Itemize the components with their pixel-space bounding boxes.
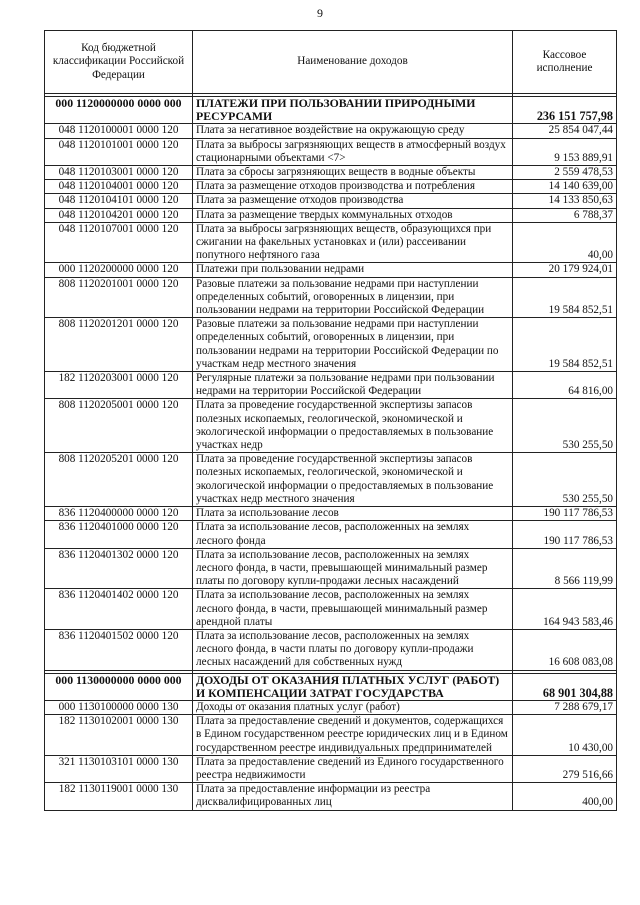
row-amount: 7 288 679,17 [513, 700, 617, 714]
row-name: Плата за использование лесов, расположенных на землях лесного фонда, в части, превышающей минимальный размер платы по договору купли-продажи лесных насаждений [193, 548, 513, 589]
table-row [45, 700, 617, 714]
row-code: 836 1120401302 0000 120 [45, 548, 193, 589]
row-amount: 530 255,50 [513, 453, 617, 507]
table-row [45, 318, 617, 372]
row-code: 048 1120107001 0000 120 [45, 222, 193, 263]
row-amount: 16 608 083,08 [513, 629, 617, 670]
row-amount: 14 140 639,00 [513, 180, 617, 194]
table-row [45, 629, 617, 670]
row-name: Плата за размещение отходов производства [193, 194, 513, 208]
table-row [45, 521, 617, 548]
row-amount: 19 584 852,51 [513, 318, 617, 372]
row-name: Плата за использование лесов, расположенных на землях лесного фонда [193, 521, 513, 548]
table-row [45, 783, 617, 810]
row-amount: 20 179 924,01 [513, 263, 617, 277]
row-name: Разовые платежи за пользование недрами при наступлении определенных событий, оговоренных в лицензии, при пользовании недрами на территории Российской Федерации [193, 277, 513, 318]
row-amount: 236 151 757,98 [513, 97, 617, 124]
row-name: Плата за проведение государственной экспертизы запасов полезных ископаемых, геологической, экономической и экологической информации о предоставляемых в пользование участках недр [193, 399, 513, 453]
row-code: 836 1120401000 0000 120 [45, 521, 193, 548]
table-row [45, 166, 617, 180]
row-code: 048 1120104001 0000 120 [45, 180, 193, 194]
row-code: 836 1120401502 0000 120 [45, 629, 193, 670]
row-code: 808 1120201001 0000 120 [45, 277, 193, 318]
page-number: 9 [317, 6, 323, 20]
row-name: ДОХОДЫ ОТ ОКАЗАНИЯ ПЛАТНЫХ УСЛУГ (РАБОТ) И КОМПЕНСАЦИИ ЗАТРАТ ГОСУДАРСТВА [193, 673, 513, 700]
revenue-table [44, 30, 617, 811]
row-amount: 14 133 850,63 [513, 194, 617, 208]
row-name: Платежи при пользовании недрами [193, 263, 513, 277]
table-row [45, 715, 617, 756]
row-amount: 6 788,37 [513, 208, 617, 222]
row-name: Плата за использование лесов, расположенных на землях лесного фонда, в части платы по договору купли-продажи лесных насаждений для собственных нужд [193, 629, 513, 670]
row-code: 000 1130000000 0000 000 [45, 673, 193, 700]
row-amount: 64 816,00 [513, 372, 617, 399]
row-name: Разовые платежи за пользование недрами при наступлении определенных событий, оговоренных в лицензии, при пользовании недрами на территории Российской Федерации по участкам недр местного значения [193, 318, 513, 372]
header-name: Наименование доходов [193, 31, 513, 94]
row-amount: 530 255,50 [513, 399, 617, 453]
table-row [45, 180, 617, 194]
table-row [45, 97, 617, 124]
table-row [45, 372, 617, 399]
row-name: ПЛАТЕЖИ ПРИ ПОЛЬЗОВАНИИ ПРИРОДНЫМИ РЕСУРСАМИ [193, 97, 513, 124]
table-row [45, 263, 617, 277]
row-name: Плата за проведение государственной экспертизы запасов полезных ископаемых, геологической, экономической и экологической информации о предоставляемых в пользование участках недр местного значения [193, 453, 513, 507]
table-row [45, 222, 617, 263]
table-row [45, 755, 617, 782]
row-code: 048 1120103001 0000 120 [45, 166, 193, 180]
row-amount: 190 117 786,53 [513, 507, 617, 521]
table-row [45, 673, 617, 700]
row-code: 048 1120101001 0000 120 [45, 138, 193, 165]
row-amount: 9 153 889,91 [513, 138, 617, 165]
row-name: Плата за использование лесов [193, 507, 513, 521]
row-code: 182 1120203001 0000 120 [45, 372, 193, 399]
table-row [45, 124, 617, 138]
row-name: Плата за предоставление сведений и документов, содержащихся в Едином государственном реестре юридических лиц и в Едином государственном реестре индивидуальных предпринимателей [193, 715, 513, 756]
row-amount: 19 584 852,51 [513, 277, 617, 318]
row-code: 808 1120201201 0000 120 [45, 318, 193, 372]
row-name: Плата за негативное воздействие на окружающую среду [193, 124, 513, 138]
table-row [45, 453, 617, 507]
table-row [45, 277, 617, 318]
row-amount: 68 901 304,88 [513, 673, 617, 700]
row-amount: 164 943 583,46 [513, 589, 617, 630]
row-amount: 40,00 [513, 222, 617, 263]
header-amount: Кассовое исполнение [513, 31, 617, 94]
table-header [45, 31, 617, 94]
row-amount: 8 566 119,99 [513, 548, 617, 589]
row-name: Плата за выбросы загрязняющих веществ в атмосферный воздух стационарными объектами <7> [193, 138, 513, 165]
row-code: 182 1130102001 0000 130 [45, 715, 193, 756]
row-code: 808 1120205201 0000 120 [45, 453, 193, 507]
header-code: Код бюджетной классификации Российской Федерации [45, 31, 193, 94]
table-row [45, 208, 617, 222]
row-code: 048 1120104101 0000 120 [45, 194, 193, 208]
row-code: 836 1120400000 0000 120 [45, 507, 193, 521]
row-name: Плата за предоставление информации из реестра дисквалифицированных лиц [193, 783, 513, 810]
row-code: 048 1120100001 0000 120 [45, 124, 193, 138]
row-code: 000 1120200000 0000 120 [45, 263, 193, 277]
row-name: Регулярные платежи за пользование недрами при пользовании недрами на территории Российской Федерации [193, 372, 513, 399]
row-amount: 2 559 478,53 [513, 166, 617, 180]
table-row [45, 589, 617, 630]
table-row [45, 194, 617, 208]
row-code: 000 1130100000 0000 130 [45, 700, 193, 714]
row-code: 182 1130119001 0000 130 [45, 783, 193, 810]
row-name: Плата за размещение твердых коммунальных отходов [193, 208, 513, 222]
row-code: 321 1130103101 0000 130 [45, 755, 193, 782]
table-row [45, 399, 617, 453]
row-code: 048 1120104201 0000 120 [45, 208, 193, 222]
row-name: Доходы от оказания платных услуг (работ) [193, 700, 513, 714]
row-code: 000 1120000000 0000 000 [45, 97, 193, 124]
table-row [45, 507, 617, 521]
row-name: Плата за выбросы загрязняющих веществ, образующихся при сжигании на факельных установках и (или) рассеивании попутного нефтяного газа [193, 222, 513, 263]
row-name: Плата за предоставление сведений из Единого государственного реестра недвижимости [193, 755, 513, 782]
row-name: Плата за размещение отходов производства и потребления [193, 180, 513, 194]
row-amount: 25 854 047,44 [513, 124, 617, 138]
row-name: Плата за сбросы загрязняющих веществ в водные объекты [193, 166, 513, 180]
row-name: Плата за использование лесов, расположенных на землях лесного фонда, в части, превышающей минимальный размер арендной платы [193, 589, 513, 630]
row-amount: 190 117 786,53 [513, 521, 617, 548]
table-row [45, 138, 617, 165]
row-code: 836 1120401402 0000 120 [45, 589, 193, 630]
row-amount: 10 430,00 [513, 715, 617, 756]
row-code: 808 1120205001 0000 120 [45, 399, 193, 453]
row-amount: 400,00 [513, 783, 617, 810]
row-amount: 279 516,66 [513, 755, 617, 782]
table-row [45, 548, 617, 589]
